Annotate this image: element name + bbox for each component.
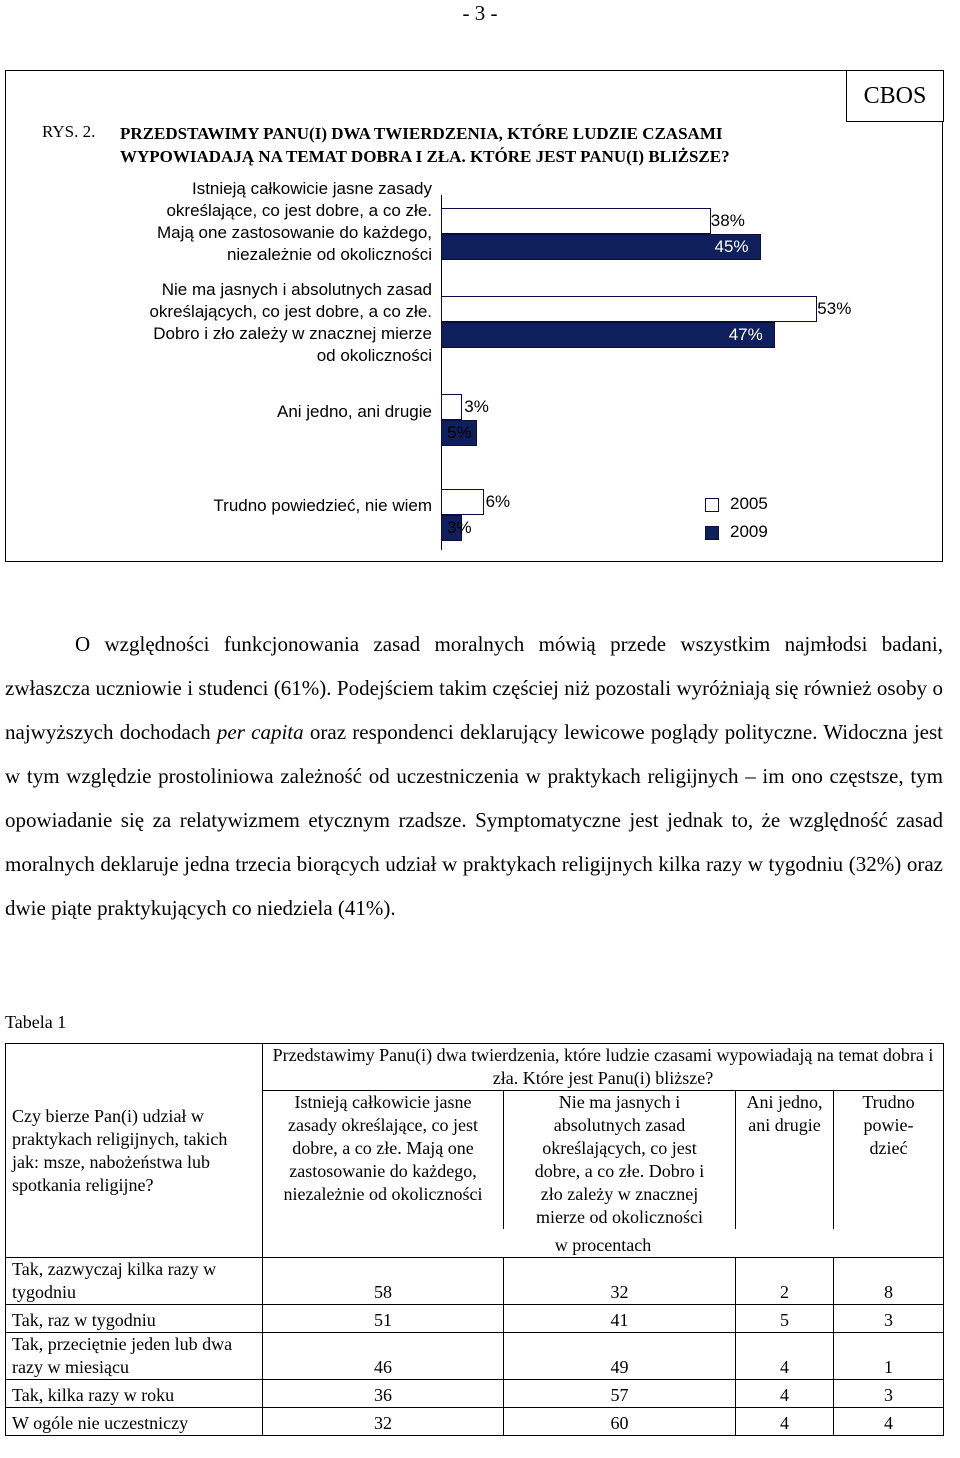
body-paragraph	[5, 622, 943, 930]
table-cell: 51	[263, 1305, 504, 1333]
table-cell: 8	[834, 1258, 944, 1305]
bar-2009-2	[441, 322, 775, 348]
data-label-2009-3: 5%	[447, 423, 472, 442]
paragraph-text-1: O względności funkcjonowania zasad moralnych mówią przede wszystkim najmłodsi badani, zwłaszcza uczniowie i studenci (61%). Podejściem takim częściej niż pozostali wyróżniają się również osoby o najwyższych dochodach	[5, 632, 943, 744]
data-table	[5, 1043, 944, 1436]
table-cell: 4	[736, 1333, 834, 1380]
data-label-2009-1: 45%	[714, 237, 749, 256]
row-label: Tak, przeciętnie jeden lub dwa razy w miesiącu	[6, 1333, 263, 1380]
paragraph-italic: per capita	[216, 720, 304, 744]
table-row	[6, 1305, 944, 1333]
table-cell: 3	[834, 1305, 944, 1333]
table-cell: 4	[834, 1408, 944, 1436]
table-cell: 32	[263, 1408, 504, 1436]
table-cell: 5	[736, 1305, 834, 1333]
table-cell: 60	[504, 1408, 736, 1436]
row-label: Tak, raz w tygodniu	[6, 1305, 263, 1333]
table-cell: 49	[504, 1333, 736, 1380]
table-cell: 41	[504, 1305, 736, 1333]
table-cell: 36	[263, 1380, 504, 1408]
row-label: W ogóle nie uczestniczy	[6, 1408, 263, 1436]
category-label-line: niezależnie od okoliczności	[226, 245, 432, 264]
table-cell: 57	[504, 1380, 736, 1408]
category-label-line: Trudno powiedzieć, nie wiem	[213, 496, 432, 515]
legend-swatch-2009	[705, 526, 719, 540]
paragraph-text-2: oraz respondenci deklarujący lewicowe poglądy polityczne. Widoczna jest w tym względzie prostoliniowa zależność od uczestniczenia w praktykach religijnych – im ono częstsze, tym opowiadanie się za relatywizmem etycznym rzadsze. Symptomatyczne jest jednak to, że względność zasad moralnych deklaruje jedna trzecia biorących udział w praktykach religijnych kilka razy w tygodniu (32%) oraz dwie piąte praktykujących co niedziela (41%).	[5, 720, 944, 920]
table-row	[6, 1258, 944, 1305]
data-label-2009-2: 47%	[728, 325, 763, 344]
bar-2005-3	[441, 394, 462, 420]
category-label-1	[157, 178, 432, 266]
category-label-3	[277, 401, 432, 423]
table-cell: 3	[834, 1380, 944, 1408]
legend-swatch-2005	[705, 498, 719, 512]
column-header-1: Istnieją całkowicie jasne zasady określające, co jest dobre, a co złe. Mają one zastosowanie do każdego, niezależnie od okoliczności	[263, 1091, 504, 1230]
column-header-2: Nie ma jasnych i absolutnych zasad określających, co jest dobre, a co złe. Dobro i zło zależy w znacznej mierze od okoliczności	[504, 1091, 736, 1230]
table-cell: 4	[736, 1380, 834, 1408]
cbos-logo: CBOS	[846, 70, 944, 122]
bar-2005-4	[441, 489, 484, 515]
data-label-2005-1: 38%	[710, 211, 745, 230]
category-label-line: Dobro i zło zależy w znacznej mierze	[153, 324, 432, 343]
table-cell: 32	[504, 1258, 736, 1305]
legend-label-2009: 2009	[730, 522, 768, 541]
category-label-line: od okoliczności	[316, 346, 432, 365]
row-label: Tak, kilka razy w roku	[6, 1380, 263, 1408]
table-cell: 46	[263, 1333, 504, 1380]
column-header-4: Trudno powie-dzieć	[834, 1091, 944, 1230]
category-label-line: Ani jedno, ani drugie	[276, 402, 432, 421]
legend-label-2005: 2005	[730, 494, 768, 513]
category-label-2	[149, 279, 432, 367]
data-label-2005-4: 6%	[485, 492, 511, 511]
row-label: Tak, zazwyczaj kilka razy w tygodniu	[6, 1258, 263, 1305]
table-cell: 58	[263, 1258, 504, 1305]
figure-label: RYS. 2.	[42, 122, 96, 141]
table-row	[6, 1333, 944, 1380]
data-label-2009-4: 3%	[447, 518, 472, 537]
category-label-line: Mają one zastosowanie do każdego,	[156, 223, 432, 242]
page-number: - 3 -	[462, 1, 498, 25]
column-header-3: Ani jedno, ani drugie	[736, 1091, 834, 1230]
table-cell: 2	[736, 1258, 834, 1305]
category-label-line: Istnieją całkowicie jasne zasady	[191, 179, 432, 198]
bar-2009-1	[441, 234, 761, 260]
category-label-line: Nie ma jasnych i absolutnych zasad	[161, 280, 432, 299]
bar-2005-2	[441, 296, 817, 322]
table-row	[6, 1380, 944, 1408]
figure-title: PRZEDSTAWIMY PANU(I) DWA TWIERDZENIA, KTÓRE LUDZIE CZASAMI WYPOWIADAJĄ NA TEMAT DOBRA I ZŁA. KTÓRE JEST PANU(I) BLIŻSZE?	[120, 124, 730, 166]
unit-label: w procentach	[263, 1229, 944, 1258]
data-label-2005-2: 53%	[817, 299, 852, 318]
table-cell: 1	[834, 1333, 944, 1380]
category-label-line: określające, co jest dobre, a co złe.	[166, 201, 432, 220]
category-label-4	[213, 495, 432, 517]
category-label-line: określających, co jest dobre, a co złe.	[149, 302, 432, 321]
table-cell: 4	[736, 1408, 834, 1436]
data-label-2005-3: 3%	[464, 397, 489, 416]
table-label: Tabela 1	[5, 1012, 67, 1032]
bar-2005-1	[441, 208, 711, 234]
table-row-header: Czy bierze Pan(i) udział w praktykach religijnych, takich jak: msze, nabożeństwa lub spotkania religijne?	[6, 1044, 263, 1258]
table-row	[6, 1408, 944, 1436]
table-question-header: Przedstawimy Panu(i) dwa twierdzenia, które ludzie czasami wypowiadają na temat dobra i zła. Które jest Panu(i) bliższe?	[263, 1044, 944, 1091]
